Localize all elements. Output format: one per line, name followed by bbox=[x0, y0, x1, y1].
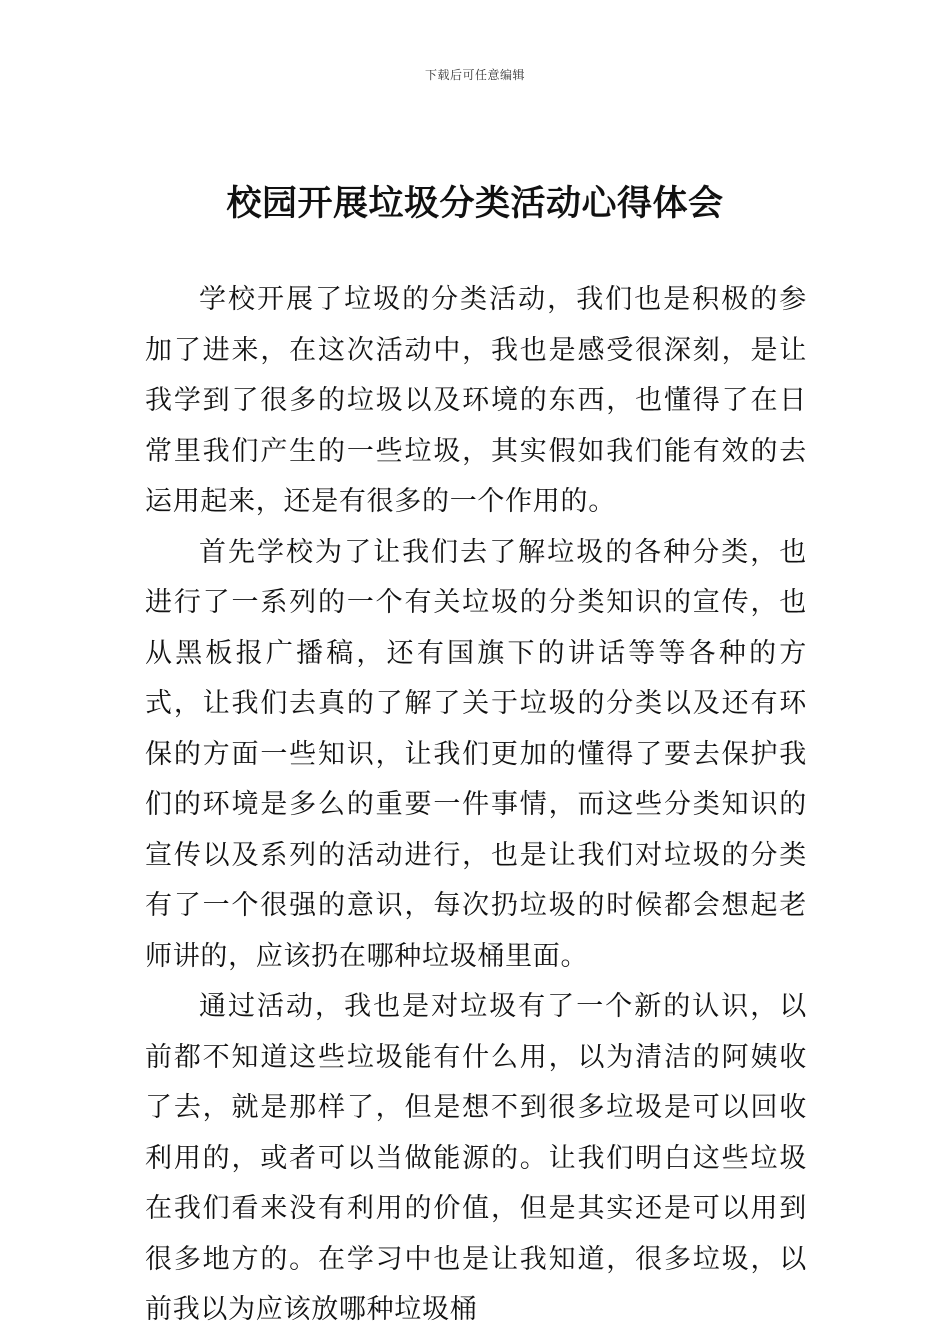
document-body bbox=[145, 275, 807, 1336]
paragraph-2: 首先学校为了让我们去了解垃圾的各种分类，也进行了一系列的一个有关垃圾的分类知识的宣传，也从黑板报广播稿，还有国旗下的讲话等等各种的方式，让我们去真的了解了关于垃圾的分类以及还有环保的方面一些知识，让我们更加的懂得了要去保护我们的环境是多么的重要一件事情，而这些分类知识的宣传以及系列的活动进行，也是让我们对垃圾的分类有了一个很强的意识，每次扔垃圾的时候都会想起老师讲的，应该扔在哪种垃圾桶里面。 bbox=[145, 536, 807, 972]
paragraph-3: 通过活动，我也是对垃圾有了一个新的认识，以前都不知道这些垃圾能有什么用，以为清洁的阿姨收了去，就是那样了，但是想不到很多垃圾是可以回收利用的，或者可以当做能源的。让我们明白这些垃圾在我们看来没有利用的价值，但是其实还是可以用到很多地方的。在学习中也是让我知道，很多垃圾，以前我以为应该放哪种垃圾桶 bbox=[145, 991, 807, 1325]
document-title: 校园开展垃圾分类活动心得体会 bbox=[226, 184, 724, 224]
paragraph-1: 学校开展了垃圾的分类活动，我们也是积极的参加了进来，在这次活动中，我也是感受很深刻，是让我学到了很多的垃圾以及环境的东西，也懂得了在日常里我们产生的一些垃圾，其实假如我们能有效的去运用起来，还是有很多的一个作用的。 bbox=[145, 284, 807, 517]
header-note: 下载后可任意编辑 bbox=[424, 68, 525, 82]
